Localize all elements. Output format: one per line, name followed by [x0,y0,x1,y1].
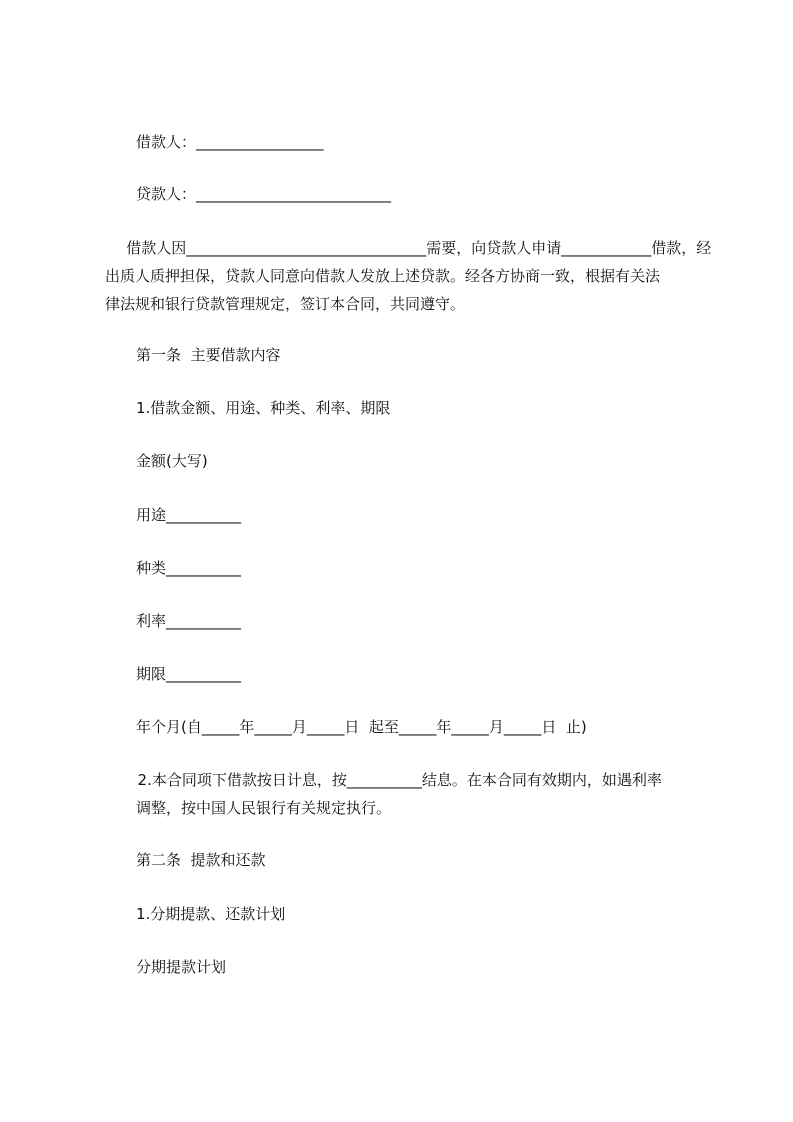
installment-plan-label: 分期提款计划 [136,958,227,976]
lender-line: 贷款人：__________________________ [136,185,392,203]
rate-line: 利率__________ [136,612,242,630]
intro-line-2: 出质人质押担保，贷款人同意向借款人发放上述贷款。经各方协商一致，根据有关法 [105,267,661,285]
article-1-title: 第一条 主要借款内容 [136,346,281,364]
type-line: 种类__________ [136,559,242,577]
article-1-item-1: 1.借款金额、用途、种类、利率、期限 [136,399,391,417]
period-line: 年个月(自_____年_____月_____日 起至_____年_____月_____日 止) [136,718,587,736]
intro-line-1: 借款人因________________________________需要，向贷款人申请____________借款，经 [112,239,712,257]
article-1-item-2-line-2: 调整，按中国人民银行有关规定执行。 [136,799,392,817]
article-2-title: 第二条 提款和还款 [136,851,266,869]
term-line: 期限__________ [136,665,242,683]
purpose-line: 用途__________ [136,506,242,524]
article-2-item-1: 1.分期提款、还款计划 [136,905,286,923]
intro-line-3: 律法规和银行贷款管理规定，签订本合同，共同遵守。 [105,295,466,313]
amount-label: 金额(大写) [136,452,208,470]
article-1-item-2-line-1: 2.本合同项下借款按日计息，按__________结息。在本合同有效期内，如遇利率 [128,771,662,789]
borrower-line: 借款人：_________________ [136,133,324,151]
